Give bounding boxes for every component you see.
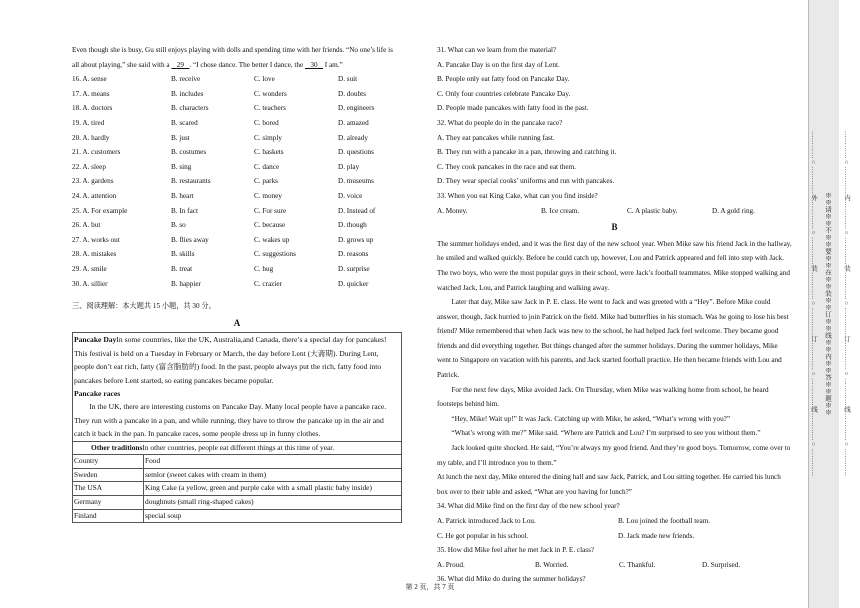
pancake-day-paragraph <box>73 333 401 387</box>
option-choice: 27. A. works out <box>72 235 120 244</box>
option-row <box>72 116 402 131</box>
answer-option: A. Money. <box>437 206 468 215</box>
question-32: 32. What do people do in the pancake race? <box>437 118 563 127</box>
answer-option: B. Lou joined the football team. <box>618 517 711 525</box>
option-choice: 23. A. gardens <box>72 177 114 186</box>
passage-b-paragraph-2: Later that day, Mike saw Jack in P. E. class. He went to Jack and was greeted with a “Hey”. Before Mike could answer, though, Jack hurried to join Patrick on the field. Mike had butterflies in his stomach. Was he going to lose his best friend? Mike remembered that when Jack was new to the school, he had helped Jack feel welcome. They became good friends and did everything together. But things changed after the summer holidays. During the summer holidays, Mike went to Singapore on vacation with his parents, and Jack started football practice. He then became friends with Lou and Patrick. <box>437 298 789 380</box>
option-row <box>72 262 402 277</box>
intro-line-1: Even though she is busy, Gu still enjoys playing with dolls and spending time with her friends. “No one’s life is <box>72 46 393 54</box>
answer-option: B. They run with a pancake in a pan, throwing and catching it. <box>437 148 617 157</box>
answer-option: A. Proud. <box>437 560 465 569</box>
question-36: 36. What did Mike do during the summer holidays? <box>437 575 586 584</box>
answer-option: B. People only eat fatty food on Pancake Day. <box>437 75 570 84</box>
question-34-options <box>437 514 792 543</box>
intro-text-a: all about playing,” she said with a <box>72 60 172 69</box>
answer-option: C. He got popular in his school. <box>437 531 529 540</box>
option-choice: B. In fact <box>171 206 198 215</box>
passage-b-paragraph-6: Jack looked quite shocked. He said, “You’re always my good friend. And they’re good boys. Tomorrow, come over to my table, and I’ll introduce you to them.” <box>437 444 791 467</box>
food-cell: special soup <box>144 509 402 523</box>
option-choice: B. restaurants <box>171 177 211 186</box>
option-choice: C. For sure <box>254 206 287 215</box>
option-choice: C. wakes up <box>254 235 290 244</box>
passage-b-paragraph-7: At lunch the next day, Mike entered the dining hall and saw Jack, Patrick, and Lou sitting together. He carried his lunch box over to their table and asked, “What are you having for lunch?” <box>437 473 781 496</box>
country-cell: Finland <box>73 509 144 523</box>
intro-text-c: I am.” <box>322 60 343 69</box>
page-footer: 第 2 页，共 7 页 <box>405 583 455 591</box>
option-choice: D. engineers <box>338 104 375 113</box>
option-choice: B. flies away <box>171 235 209 244</box>
option-choice: C. because <box>254 221 286 230</box>
answer-option: A. They eat pancakes while running fast. <box>437 133 555 142</box>
answer-option: D. They wear special cooks’ uniforms and run with pancakes. <box>437 177 615 186</box>
option-choice: B. characters <box>171 104 209 113</box>
country-cell: Country <box>73 455 144 469</box>
option-choice: 19. A. tired <box>72 118 105 127</box>
option-choice: 29. A. smile <box>72 264 107 273</box>
table-row <box>73 468 402 482</box>
option-choice: D. grows up <box>338 235 374 244</box>
answer-option: A. Patrick introduced Jack to Lou. <box>437 517 536 525</box>
option-choice: D. voice <box>338 191 363 200</box>
option-row <box>72 204 402 219</box>
option-choice: 28. A. mistakes <box>72 250 117 259</box>
food-cell: semlor (sweet cakes with cream in them) <box>144 468 402 482</box>
answer-option: C. They cook pancakes in the race and eat them. <box>437 162 576 171</box>
passage-b-paragraph-1: The summer holidays ended, and it was the first day of the new school year. When Mike saw his friend Jack in the hallway, he smiled and walked quickly. Before he could catch up, however, Lou and Patrick appeared and fell into step with Jack. The two boys, who were the most popular guys in their school, were Jack’s football teammates. Mike stopped walking and watched Jack, Lou, and Patrick laughing and walking away. <box>437 239 792 292</box>
option-choice: C. baskets <box>254 148 284 157</box>
answer-option: B. Worried. <box>535 560 569 569</box>
option-choice: C. teachers <box>254 104 286 113</box>
answer-option: D. Surprised. <box>702 560 741 569</box>
option-choice: 21. A. customers <box>72 148 121 157</box>
binding-notice <box>823 0 839 608</box>
races-paragraph: In the UK, there are interesting customs on Pancake Day. Many local people have a pancake race. They run with a pancake in a pan, and while running, they have to throw the pancake up in the air and catch it back in the pan. In pancake races, some people dress up in funny clothes. <box>74 402 387 439</box>
option-row <box>72 247 402 262</box>
blank-29 <box>171 61 189 69</box>
traditions-heading: Other traditions <box>91 442 143 452</box>
option-choice: D. though <box>338 221 367 230</box>
option-choice: 16. A. sense <box>72 75 107 84</box>
option-choice: D. reasons <box>338 250 369 259</box>
option-choice: D. doubts <box>338 89 366 98</box>
answer-option: A. Pancake Day is on the first day of Lent. <box>437 60 560 69</box>
answer-option: C. A plastic baby. <box>627 206 678 215</box>
option-choice: B. sing <box>171 162 192 171</box>
question-33-options <box>437 204 792 219</box>
option-choice: C. money <box>254 191 282 200</box>
option-row <box>72 72 402 87</box>
table-header-row <box>73 455 402 469</box>
table-row <box>73 509 402 523</box>
binding-inner-line: …………○…………外…………○…………装…………○…………订…………○…………线…………○………… <box>810 131 817 477</box>
option-choice: 17. A. means <box>72 89 110 98</box>
option-choice: 26. A. but <box>72 221 101 230</box>
passage-b-title: B <box>611 222 618 233</box>
option-choice: C. suggestions <box>254 250 296 259</box>
option-choice: D. suit <box>338 75 358 84</box>
traditions-text: In other countries, people eat different things at this time of year. <box>142 442 335 452</box>
option-choice: 20. A. hardly <box>72 133 110 142</box>
table-row <box>73 482 402 496</box>
right-column <box>437 43 792 587</box>
option-choice: 18. A. doctors <box>72 104 113 113</box>
option-choice: B. heart <box>171 191 194 200</box>
option-choice: D. play <box>338 162 360 171</box>
passage-b-paragraph-5: “What’s wrong with me?” Mike said. “Where are Patrick and Lou? I’m surprised to see you without them.” <box>451 429 761 438</box>
option-choice: 24. A. attention <box>72 191 117 200</box>
blank-29-number: 29 <box>176 60 184 69</box>
option-choice: C. parks <box>254 177 278 186</box>
section-title: 三、阅读理解：本大题共 15 小题，共 30 分。 <box>72 302 216 311</box>
option-choice: B. receive <box>171 75 201 84</box>
option-choice: C. simply <box>254 133 282 142</box>
question-35-options <box>437 558 792 573</box>
table-row <box>73 495 402 509</box>
option-choice: B. costumes <box>171 148 207 157</box>
option-choice: 30. A. sillier <box>72 279 108 288</box>
option-row <box>72 174 402 189</box>
question-31-options <box>437 58 792 116</box>
option-choice: D. surprise <box>338 264 370 273</box>
option-choice: D. museums <box>338 177 374 186</box>
option-choice: C. wonders <box>254 89 287 98</box>
answer-option: D. Jack made new friends. <box>618 531 695 540</box>
passage-a-title: A <box>233 317 241 328</box>
option-choice: B. treat <box>171 264 193 273</box>
option-choice: B. happier <box>171 279 201 288</box>
answer-option: C. Only four countries celebrate Pancake Day. <box>437 89 571 98</box>
option-row <box>72 218 402 233</box>
option-row <box>72 145 402 160</box>
passage-b-paragraph-4: “Hey, Mike! Wait up!” It was Jack. Catching up with Mike, he asked, “What’s wrong with you?” <box>451 414 731 423</box>
question-32-options <box>437 131 792 189</box>
traditions-table <box>72 441 402 524</box>
binding-outer <box>842 0 858 608</box>
passage-b-paragraph-3: For the next few days, Mike avoided Jack. On Thursday, when Mike was walking home from school, he heard footsteps behind him. <box>437 385 769 409</box>
option-choice: D. questions <box>338 148 374 157</box>
option-choice: C. crazier <box>254 279 282 288</box>
country-cell: Sweden <box>73 468 144 482</box>
option-row <box>72 277 402 292</box>
food-cell: Food <box>144 455 402 469</box>
pancake-day-heading: Pancake Day <box>74 335 117 345</box>
option-row <box>72 87 402 102</box>
option-choice: D. amazed <box>338 118 369 127</box>
food-cell: King Cake (a yellow, green and purple cake with a small plastic baby inside) <box>144 482 402 496</box>
intro-line-2 <box>72 58 402 73</box>
answer-option: B. Ice cream. <box>541 206 580 215</box>
question-34: 34. What did Mike find on the first day of the new school year? <box>437 502 620 511</box>
left-column <box>72 43 402 523</box>
option-row <box>72 131 402 146</box>
option-choice: C. hug <box>254 264 274 273</box>
option-choice: D. Instead of <box>338 206 376 215</box>
option-choice: B. includes <box>171 89 204 98</box>
option-row <box>72 233 402 248</box>
option-choice: B. just <box>171 133 190 142</box>
food-cell: doughnuts (small ring-shaped cakes) <box>144 495 402 509</box>
pancake-day-text: In some countries, like the UK, Australia,and Canada, there’s a special day for pancakes! This festival is held on a Tuesday in February or March, the day before Lent (大斋期). During Lent, people don’t eat rich, fatty (富含脂肪的) food. In the past, people always put the rich, fatty food into pancakes before Lent started, so eating pancakes became popular. <box>74 335 387 385</box>
option-choice: 25. A. For example <box>72 206 128 215</box>
answer-option: D. A gold ring. <box>712 206 755 215</box>
country-cell: Germany <box>73 495 144 509</box>
option-choice: B. skills <box>171 250 195 259</box>
option-row <box>72 160 402 175</box>
traditions-row <box>73 441 402 455</box>
option-row <box>72 189 402 204</box>
question-35: 35. How did Mike feel after he met Jack in P. E. class? <box>437 546 595 555</box>
races-heading-text: Pancake races <box>74 388 121 398</box>
blank-30 <box>305 61 323 69</box>
option-choice: B. scared <box>171 118 198 127</box>
passage-a-box <box>72 332 402 440</box>
option-choice: D. already <box>338 133 368 142</box>
option-choice: C. dance <box>254 162 280 171</box>
option-row <box>72 101 402 116</box>
option-choice: C. bored <box>254 118 279 127</box>
option-choice: D. quicker <box>338 279 369 288</box>
races-heading <box>73 387 401 400</box>
option-choice: B. so <box>171 221 186 230</box>
option-choice: 22. A. sleep <box>72 162 106 171</box>
binding-notice-text: ※※请※※不※※要※※在※※装※※订※※线※※内※※答※※题※※ <box>824 192 831 416</box>
blank-30-number: 30 <box>310 60 318 69</box>
question-31: 31. What can we learn from the material? <box>437 46 557 54</box>
binding-outer-line: …………○…………内…………○…………装…………○…………订…………○…………线…………○………… <box>843 131 850 477</box>
intro-text-b: . “I chose dance. The better I dance, the <box>189 60 305 69</box>
question-33: 33. When you eat King Cake, what can you find inside? <box>437 191 598 200</box>
answer-option: D. People made pancakes with fatty food in the past. <box>437 104 589 113</box>
answer-option: C. Thankful. <box>619 560 656 569</box>
option-choice: C. love <box>254 75 275 84</box>
cloze-options <box>72 72 402 291</box>
country-cell: The USA <box>73 482 144 496</box>
